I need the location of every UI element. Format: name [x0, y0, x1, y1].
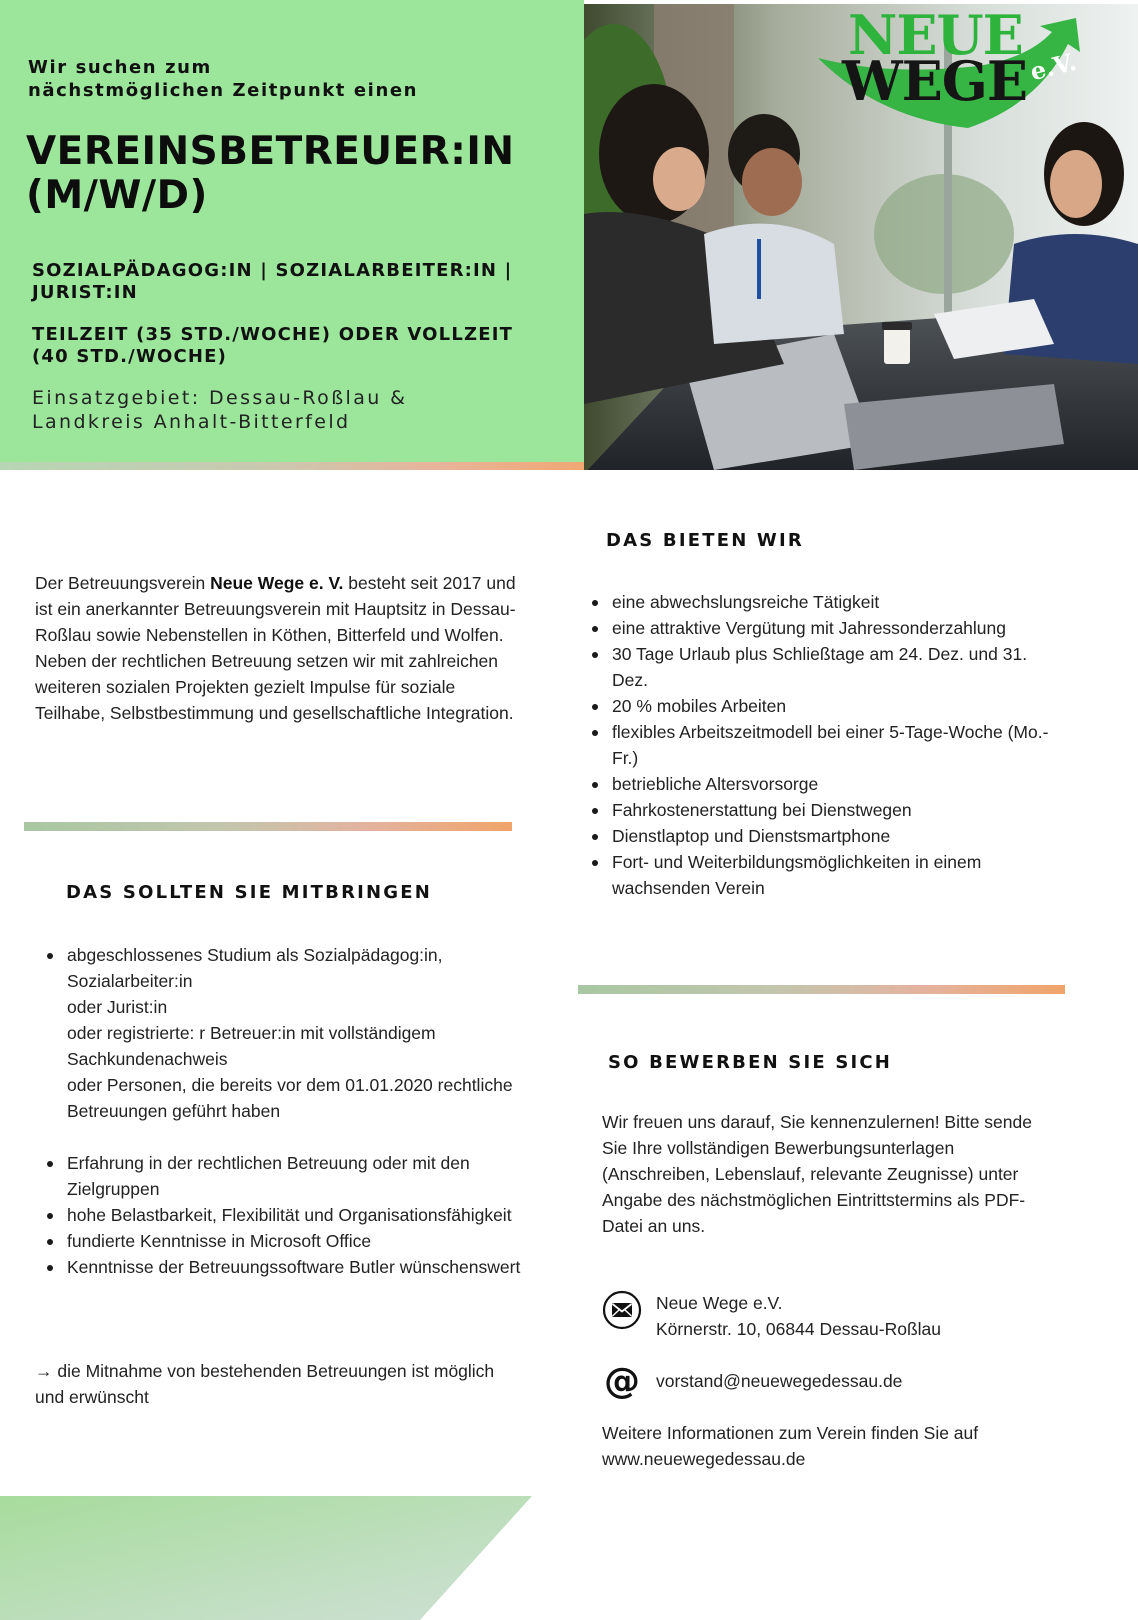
qualification-line: oder Personen, die bereits vor dem 01.01.2020 rechtliche Betreuungen geführt haben — [67, 1075, 513, 1121]
benefits-list — [580, 589, 1060, 901]
job-title — [26, 130, 576, 218]
requirement-text: Erfahrung in der rechtlichen Betreuung oder mit den Zielgruppen — [67, 1153, 470, 1199]
more-info-text: Weitere Informationen zum Verein finden Sie auf www.neuewegedessau.de — [602, 1423, 979, 1469]
logo-word-neue: NEUE — [848, 3, 1023, 67]
benefit-text: Dienstlaptop und Dienstsmartphone — [612, 826, 891, 846]
association-name: Neue Wege e. V. — [210, 573, 344, 593]
bullet-icon — [47, 953, 53, 959]
bullet-icon — [592, 626, 598, 632]
benefit-text: 20 % mobiles Arbeiten — [612, 696, 787, 716]
qualification-line: oder registrierte: r Betreuer:in mit vollständigem Sachkundenachweis — [67, 1023, 436, 1069]
list-item — [580, 771, 1060, 797]
list-item — [580, 823, 1060, 849]
at-sign-icon: @ — [604, 1361, 640, 1402]
list-item — [35, 1150, 525, 1202]
email-contact — [602, 1362, 902, 1402]
benefit-text: Fort- und Weiterbildungsmöglichkeiten in einem wachsenden Verein — [612, 852, 982, 898]
list-item — [580, 849, 1060, 901]
neue-wege-logo — [818, 3, 1106, 134]
list-item — [580, 615, 1060, 641]
list-item — [580, 641, 1060, 693]
job-location-line1: Einsatzgebiet: Dessau-Roßlau & — [32, 387, 408, 409]
list-item — [35, 1254, 525, 1280]
bullet-icon — [592, 860, 598, 866]
address-name: Neue Wege e.V. — [656, 1293, 783, 1313]
email-address[interactable]: vorstand@neuewegedessau.de — [656, 1371, 903, 1391]
postal-address — [602, 1290, 941, 1342]
job-hours-line1: TEILZEIT (35 STD./WOCHE) ODER VOLLZEIT — [32, 324, 514, 345]
list-item — [35, 942, 525, 1124]
qualification-line: oder Jurist:in — [67, 997, 168, 1017]
apply-heading: SO BEWERBEN SIE SICH — [608, 1052, 893, 1073]
job-location-line2: Landkreis Anhalt-Bitterfeld — [32, 411, 351, 433]
bullet-icon — [47, 1239, 53, 1245]
benefit-text: eine attraktive Vergütung mit Jahressonderzahlung — [612, 618, 1006, 638]
association-description — [35, 570, 525, 726]
job-roles-line1: SOZIALPÄDAGOG:IN | SOZIALARBEITER:IN | — [32, 260, 513, 281]
list-item — [35, 1202, 525, 1228]
bullet-icon — [592, 808, 598, 814]
header-intro — [28, 56, 548, 102]
offer-heading: DAS BIETEN WIR — [606, 530, 804, 551]
requirements-qualification-list — [35, 942, 525, 1124]
bullet-icon — [47, 1213, 53, 1219]
list-item — [580, 693, 1060, 719]
section-divider — [24, 822, 512, 831]
bullet-icon — [592, 730, 598, 736]
bullet-icon — [47, 1265, 53, 1271]
bullet-icon — [592, 600, 598, 606]
section-divider — [578, 985, 1065, 994]
requirements-heading: DAS SOLLTEN SIE MITBRINGEN — [66, 882, 433, 903]
logo-suffix: e.V. — [1027, 46, 1080, 87]
header-intro-line1: Wir suchen zum — [28, 57, 212, 78]
intro-text-rest: besteht seit 2017 und ist ein anerkannter Betreuungsverein mit Hauptsitz in Dessau-Roßlau sowie Nebenstellen in Köthen, Bitterfeld und Wolfen. Neben der rechtlichen Betreuung setzen wir mit zahlreichen weiteren sozialen Projekten gezielt Impulse für soziale Teilhabe, Selbstbestimmung und gesellschaftliche Integration. — [35, 573, 516, 723]
job-title-line1: VEREINSBETREUER:IN — [26, 129, 515, 174]
job-location — [32, 386, 572, 434]
list-item — [35, 1228, 525, 1254]
address-street: Körnerstr. 10, 06844 Dessau-Roßlau — [656, 1319, 942, 1339]
job-hours — [32, 324, 572, 368]
list-item — [580, 589, 1060, 615]
job-roles — [32, 260, 572, 304]
list-item — [580, 797, 1060, 823]
benefit-text: flexibles Arbeitszeitmodell bei einer 5-Tage-Woche (Mo.-Fr.) — [612, 722, 1049, 768]
bullet-icon — [592, 704, 598, 710]
address-text — [656, 1290, 941, 1342]
bullet-icon — [47, 1161, 53, 1167]
requirements-note: → die Mitnahme von bestehenden Betreuungen ist möglich und erwünscht — [35, 1361, 495, 1407]
header-gradient-strip — [0, 462, 584, 470]
qualification-line: abgeschlossenes Studium als Sozialpädagog:in, Sozialarbeiter:in — [67, 945, 443, 991]
benefit-text: betriebliche Altersvorsorge — [612, 774, 819, 794]
apply-instructions: Wir freuen uns darauf, Sie kennenzulernen! Bitte sende Sie Ihre vollständigen Bewerbungsunterlagen (Anschreiben, Lebenslauf, relevante Zeugnisse) unter Angabe des nächstmöglichen Eintrittstermins als PDF-Datei an uns. — [602, 1112, 1032, 1236]
job-roles-line2: JURIST:IN — [32, 282, 138, 303]
bullet-icon — [592, 782, 598, 788]
footer-decoration — [0, 1496, 540, 1620]
benefit-text: eine abwechslungsreiche Tätigkeit — [612, 592, 880, 612]
benefit-text: 30 Tage Urlaub plus Schließtage am 24. Dez. und 31. Dez. — [612, 644, 1028, 690]
envelope-icon — [602, 1290, 642, 1330]
requirements-list — [35, 1150, 525, 1280]
job-title-line2: (M/W/D) — [26, 173, 208, 218]
list-item — [580, 719, 1060, 771]
logo-word-wege: WEGE — [842, 49, 1028, 113]
bullet-icon — [592, 834, 598, 840]
job-hours-line2: (40 STD./WOCHE) — [32, 346, 228, 367]
benefit-text: Fahrkostenerstattung bei Dienstwegen — [612, 800, 912, 820]
bullet-icon — [592, 652, 598, 658]
requirement-text: fundierte Kenntnisse in Microsoft Office — [67, 1231, 372, 1251]
header-intro-line2: nächstmöglichen Zeitpunkt einen — [28, 80, 419, 101]
requirement-text: hohe Belastbarkeit, Flexibilität und Organisationsfähigkeit — [67, 1205, 512, 1225]
intro-text-start: Der Betreuungsverein — [35, 573, 211, 593]
requirement-text: Kenntnisse der Betreuungssoftware Butler wünschenswert — [67, 1257, 521, 1277]
